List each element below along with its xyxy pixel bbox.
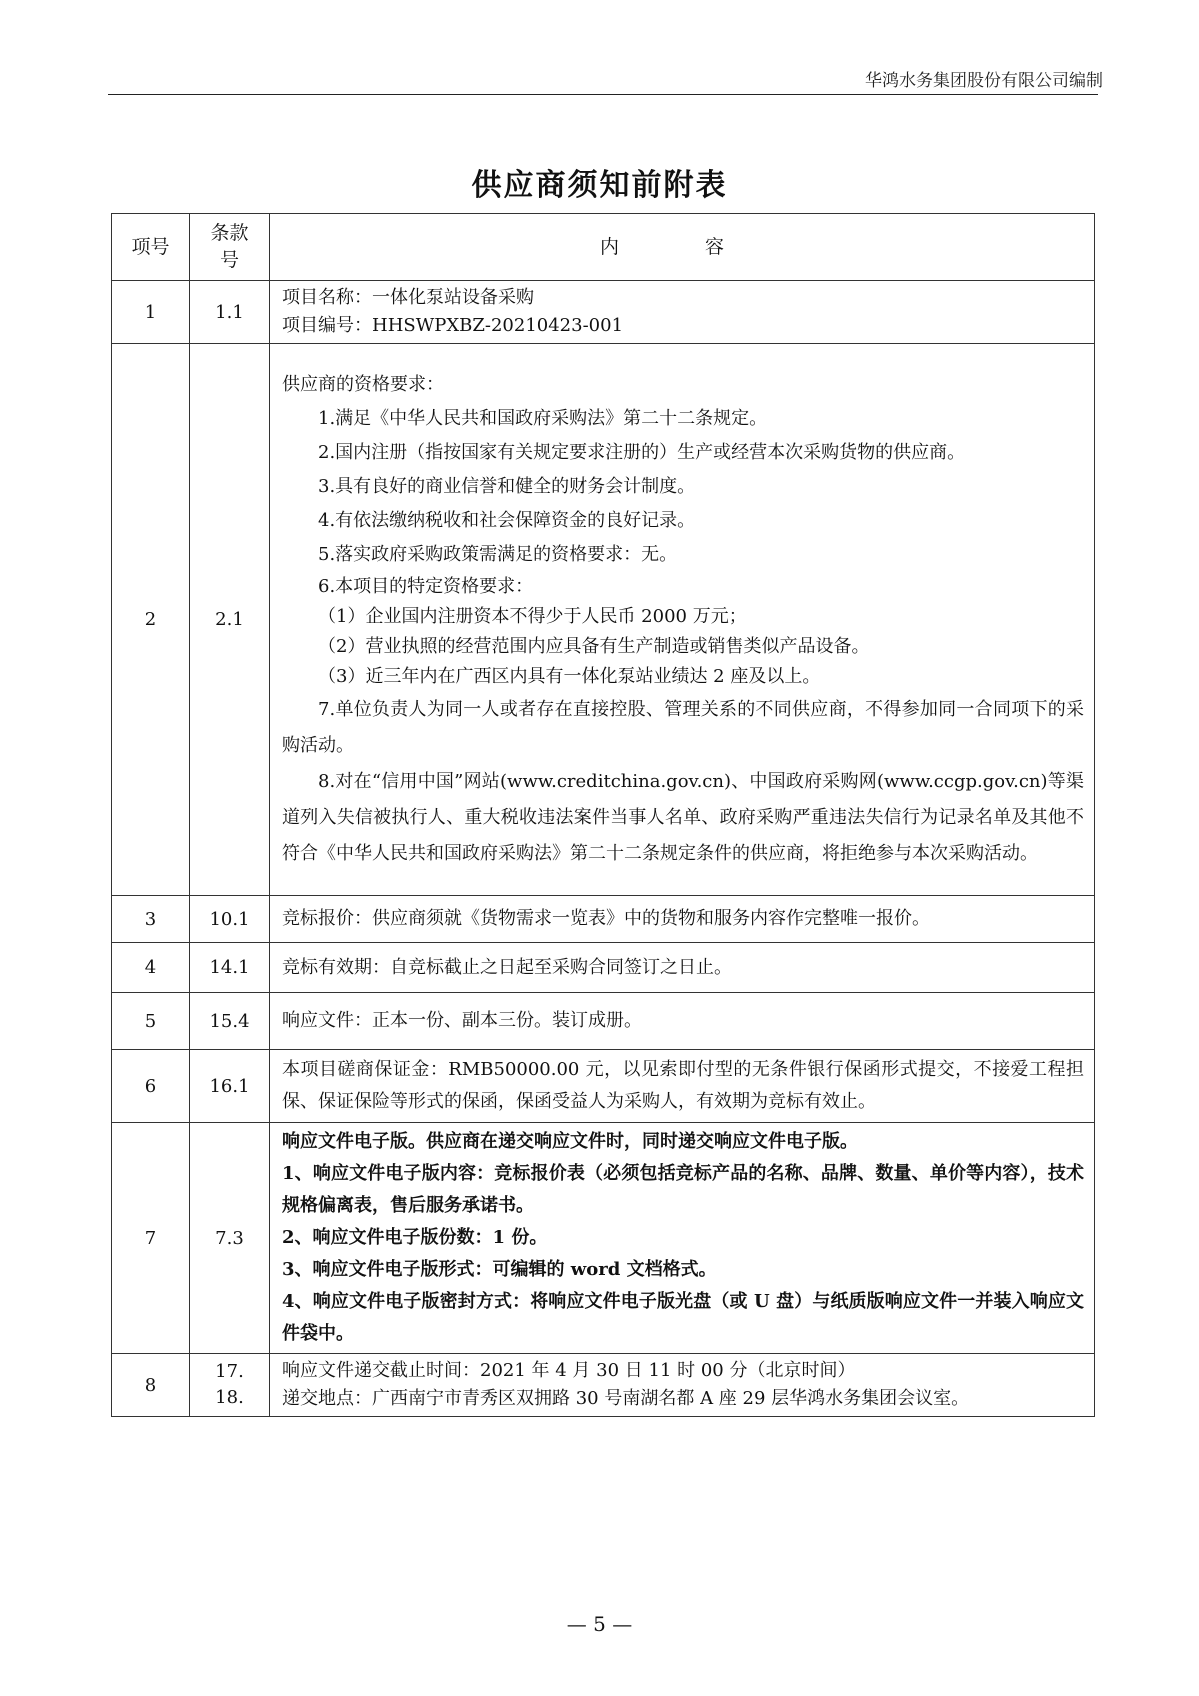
project-name: 项目名称：一体化泵站设备采购 xyxy=(282,287,534,308)
document-title: 供应商须知前附表 xyxy=(471,168,728,203)
electronic-version-item: 2、响应文件电子版份数：1 份。 xyxy=(282,1227,548,1248)
row-clause: 15.4 xyxy=(190,993,270,1050)
header-clause-no xyxy=(190,214,270,281)
row-clause xyxy=(190,1354,270,1417)
table-row xyxy=(112,896,1095,943)
row-no: 6 xyxy=(112,1050,190,1123)
submission-location: 递交地点：广西南宁市青秀区双拥路 30 号南湖名都 A 座 29 层华鸿水务集团会议室。 xyxy=(282,1388,970,1409)
header-org-name: 华鸿水务集团股份有限公司编制 xyxy=(865,71,1103,91)
row-content xyxy=(270,1354,1095,1417)
header-divider xyxy=(108,94,1098,95)
qualification-subitem: （3）近三年内在广西区内具有一体化泵站业绩达 2 座及以上。 xyxy=(318,665,821,687)
row-no: 3 xyxy=(112,896,190,943)
qualification-subitem: （1）企业国内注册资本不得少于人民币 2000 万元； xyxy=(318,605,747,627)
clause-line1: 17. xyxy=(215,1361,244,1382)
qualification-item: 8.对在“信用中国”网站(www.creditchina.gov.cn)、中国政府采购网(www.ccgp.gov.cn)等渠道列入失信被执行人、重大税收违法案件当事人名单、政府采购严重违法失信行为记录名单及其他不符合《中华人民共和国政府采购法》第二十二条规定条件的供应商，将拒绝参与本次采购活动。 xyxy=(282,770,1084,864)
row-no: 7 xyxy=(112,1123,190,1354)
qualification-item: 6.本项目的特定资格要求： xyxy=(318,575,534,597)
submission-deadline: 响应文件递交截止时间：2021 年 4 月 30 日 11 时 00 分（北京时间） xyxy=(282,1360,856,1381)
row-content xyxy=(270,1123,1095,1354)
table-row xyxy=(112,993,1095,1050)
electronic-version-item: 4、响应文件电子版密封方式：将响应文件电子版光盘（或 U 盘）与纸质版响应文件一并装入响应文件袋中。 xyxy=(282,1291,1084,1344)
electronic-version-item: 1、响应文件电子版内容：竞标报价表（必须包括竞标产品的名称、品牌、数量、单价等内容），技术规格偏离表，售后服务承诺书。 xyxy=(282,1163,1084,1216)
qualification-item: 5.落实政府采购政策需满足的资格要求：无。 xyxy=(318,543,678,565)
row-content xyxy=(270,281,1095,344)
qualification-item: 4.有依法缴纳税收和社会保障资金的良好记录。 xyxy=(318,509,696,531)
row-clause: 10.1 xyxy=(190,896,270,943)
row-clause: 14.1 xyxy=(190,943,270,993)
row-content: 竞标报价：供应商须就《货物需求一览表》中的货物和服务内容作完整唯一报价。 xyxy=(270,896,1095,943)
header-content: 内 容 xyxy=(270,214,1095,281)
row-content xyxy=(270,344,1095,896)
qualification-subitem: （2）营业执照的经营范围内应具备有生产制造或销售类似产品设备。 xyxy=(318,635,870,657)
qualification-item: 3.具有良好的商业信誉和健全的财务会计制度。 xyxy=(318,475,696,497)
table-row xyxy=(112,1354,1095,1417)
row-content: 响应文件：正本一份、副本三份。装订成册。 xyxy=(270,993,1095,1050)
table-row xyxy=(112,1123,1095,1354)
qualification-intro: 供应商的资格要求： xyxy=(282,373,444,395)
row-no: 2 xyxy=(112,344,190,896)
header-item-no: 项号 xyxy=(112,214,190,281)
header-clause-line2: 号 xyxy=(219,249,239,271)
row-no: 1 xyxy=(112,281,190,344)
table-row xyxy=(112,943,1095,993)
row-clause: 2.1 xyxy=(190,344,270,896)
row-clause: 1.1 xyxy=(190,281,270,344)
project-code: 项目编号：HHSWPXBZ-20210423-001 xyxy=(282,315,624,336)
row-no: 4 xyxy=(112,943,190,993)
table-row xyxy=(112,344,1095,896)
electronic-version-item: 3、响应文件电子版形式：可编辑的 word 文档格式。 xyxy=(282,1259,717,1280)
page-number: — 5 — xyxy=(566,1612,633,1636)
qualification-item: 1.满足《中华人民共和国政府采购法》第二十二条规定。 xyxy=(318,407,768,429)
row-no: 5 xyxy=(112,993,190,1050)
header-clause-line1: 条款 xyxy=(210,222,249,244)
row-content: 竞标有效期：自竞标截止之日起至采购合同签订之日止。 xyxy=(270,943,1095,993)
row-no: 8 xyxy=(112,1354,190,1417)
row-content: 本项目磋商保证金：RMB50000.00 元，以见索即付型的无条件银行保函形式提交，不接爱工程担保、保证保险等形式的保函，保函受益人为采购人，有效期为竞标有效止。 xyxy=(270,1050,1095,1123)
qualification-item: 7.单位负责人为同一人或者存在直接控股、管理关系的不同供应商，不得参加同一合同项下的采购活动。 xyxy=(282,698,1084,756)
qualification-item: 2.国内注册（指按国家有关规定要求注册的）生产或经营本次采购货物的供应商。 xyxy=(318,441,966,463)
row-clause: 16.1 xyxy=(190,1050,270,1123)
table-header-row xyxy=(112,214,1095,281)
table-row xyxy=(112,1050,1095,1123)
row-clause: 7.3 xyxy=(190,1123,270,1354)
table-row xyxy=(112,281,1095,344)
electronic-version-intro: 响应文件电子版。供应商在递交响应文件时，同时递交响应文件电子版。 xyxy=(282,1131,858,1152)
attachment-table xyxy=(111,213,1095,1417)
clause-line2: 18. xyxy=(215,1387,244,1408)
